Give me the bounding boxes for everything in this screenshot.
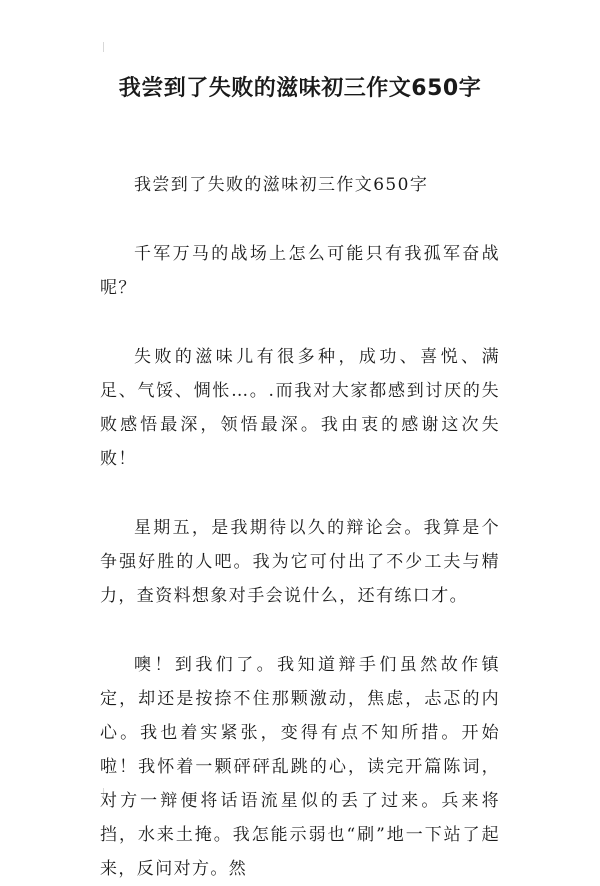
paragraph: 失败的滋味儿有很多种，成功、喜悦、满足、气馁、惆怅…。.而我对大家都感到讨厌的失败感悟最深，领悟最深。我由衷的感谢这次失败！: [100, 347, 500, 469]
paragraph: 噢！到我们了。我知道辩手们虽然故作镇定，却还是按捺不住那颗激动，焦虑，忐忑的内心。我也着实紧张，变得有点不知所措。开始啦！我怀着一颗砰砰乱跳的心，读完开篇陈词，对方一辩便将话语流星似的丢了过来。兵来将挡，水来土掩。我怎能示弱也“刷”地一下站了起来，反问对方。然: [100, 655, 500, 879]
document-title: 我尝到了失败的滋味初三作文650字: [118, 76, 482, 101]
paragraph: 千军万马的战场上怎么可能只有我孤军奋战呢？: [100, 244, 500, 298]
paragraph-subtitle: 我尝到了失败的滋味初三作文650字: [134, 175, 429, 195]
document-body: [100, 168, 500, 886]
paragraph: 星期五，是我期待以久的辩论会。我算是个争强好胜的人吧。我为它可付出了不少工夫与精力，查资料想象对手会说什么，还有练口才。: [100, 518, 500, 606]
page-corner-mark: [103, 42, 104, 52]
